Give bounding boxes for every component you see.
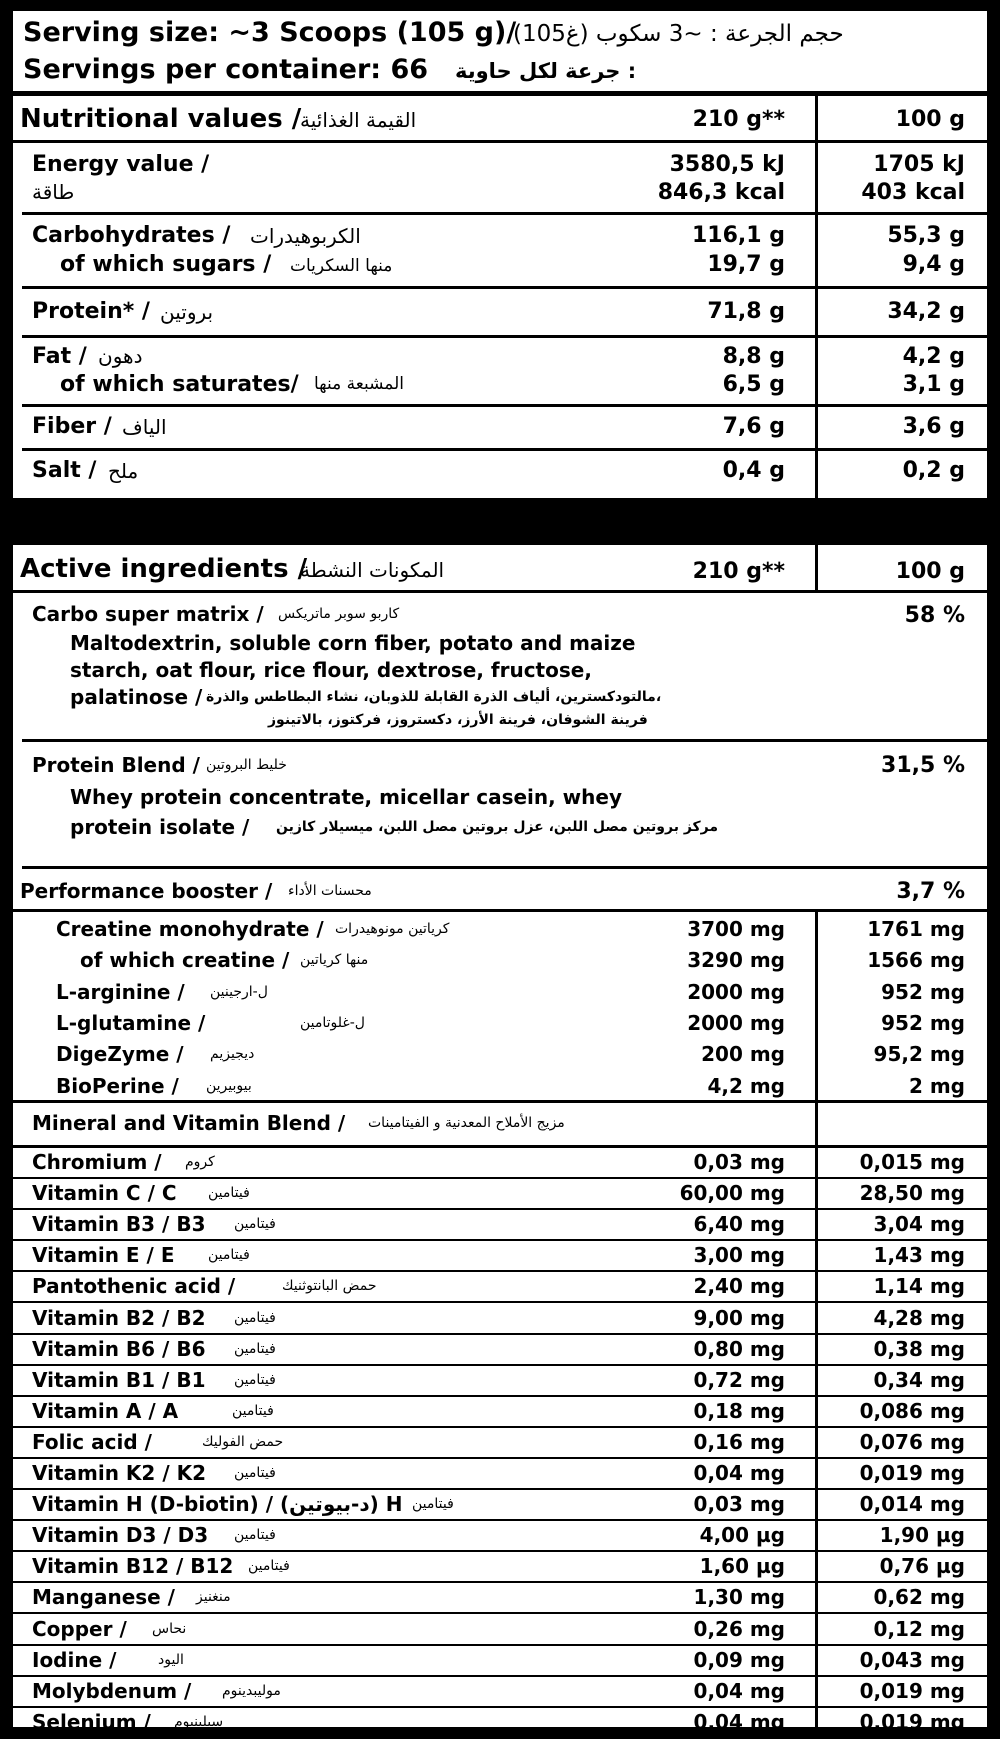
- ingredient-name-ar: فيتامين: [208, 1247, 250, 1264]
- energy-label-en: Energy value /: [32, 152, 210, 177]
- ingredient-name-en: L-glutamine /: [56, 1010, 206, 1035]
- ingredient-name-ar: منغنيز: [196, 1589, 231, 1606]
- sugars-label-ar: منها السكريات: [290, 256, 393, 276]
- ingredient-name-ar: فيتامين: [234, 1340, 276, 1357]
- mineral-header-en: Mineral and Vitamin Blend /: [32, 1111, 346, 1135]
- ingredient-name-ar: فيتامين: [234, 1527, 276, 1544]
- amount-100g: 1761 mg: [867, 917, 965, 941]
- amount-210g: 0,03 mg: [693, 1492, 785, 1517]
- ingredient-name-en: Manganese /: [32, 1585, 175, 1610]
- ingredient-name-en: Selenium /: [32, 1709, 151, 1734]
- amount-210g: 2000 mg: [687, 979, 785, 1004]
- ingredient-name-ar: سيلينيوم: [174, 1713, 224, 1730]
- serving-size-ar: (105غ) حجم الجرعة : ~3 سكوب: [513, 21, 844, 47]
- protein-blend-desc1: Whey protein concentrate, micellar casein, whey: [70, 785, 623, 809]
- ingredient-name-ar: ديجيزيم: [210, 1046, 255, 1063]
- ingredient-name-en: Iodine /: [32, 1647, 117, 1672]
- ingredient-name-en: Vitamin B6 / B6: [32, 1336, 206, 1361]
- fat-label-ar: دهون: [98, 344, 143, 368]
- carbo-matrix-desc3: palatinose /: [70, 685, 203, 709]
- protein-blend-desc-ar: مركز بروتين مصل اللبن، عزل بروتين مصل اللبن، ميسيلار كازين: [276, 819, 719, 835]
- amount-210g: 0,04 mg: [693, 1709, 785, 1734]
- amount-210g: 0,72 mg: [693, 1367, 785, 1392]
- protein-blend-label-en: Protein Blend /: [32, 753, 200, 777]
- amount-100g: 1,43 mg: [873, 1243, 965, 1268]
- amount-100g: 4,28 mg: [873, 1305, 965, 1330]
- row-divider: [10, 1457, 990, 1459]
- amount-100g: 95,2 mg: [873, 1042, 965, 1067]
- ingredient-name-ar: اليود: [158, 1651, 184, 1668]
- amount-210g: 1,30 mg: [693, 1585, 785, 1610]
- salt-100: 0,2 g: [902, 458, 965, 483]
- energy-kj-100: 1705 kJ: [873, 152, 965, 177]
- amount-210g: 3290 mg: [687, 948, 785, 973]
- serving-box: [10, 8, 990, 94]
- ingredient-name-en: Vitamin E / E: [32, 1243, 175, 1268]
- nutrition-header-col1: 210 g**: [692, 107, 785, 132]
- amount-100g: 0,043 mg: [859, 1647, 965, 1672]
- nutrition-header-ar: القيمة الغذائية: [300, 108, 417, 132]
- amount-210g: 3700 mg: [687, 917, 785, 941]
- row-divider: [10, 1550, 990, 1552]
- ingredient-name-ar: كرياتين مونوهيدرات: [335, 921, 450, 937]
- ingredient-name-ar: فيتامين: [234, 1216, 276, 1233]
- ingredient-name-en: BioPerine /: [56, 1073, 179, 1098]
- ingredient-name-ar: فيتامين: [232, 1402, 274, 1419]
- saturates-label-en: of which saturates/: [60, 372, 299, 397]
- nutrition-header-en: Nutritional values /: [20, 104, 302, 134]
- fiber-label-en: Fiber /: [32, 414, 112, 439]
- ingredient-name-ar: حمض البانتوثنيك: [282, 1278, 377, 1295]
- amount-210g: 0,03 mg: [693, 1150, 785, 1174]
- ingredient-name-ar: فيتامين: [248, 1558, 290, 1575]
- fat-210: 8,8 g: [722, 344, 785, 369]
- active-ingredients-table: [10, 545, 990, 1734]
- servings-per-container-en: Servings per container: 66: [23, 54, 429, 85]
- amount-100g: 1,14 mg: [873, 1274, 965, 1299]
- performance-label-en: Performance booster /: [20, 879, 273, 903]
- ingredient-name-ar: فيتامين: [234, 1371, 276, 1388]
- ingredient-name-ar: نحاس: [152, 1620, 187, 1637]
- active-header-col2: 100 g: [895, 559, 965, 584]
- protein-label-en: Protein* /: [32, 299, 150, 324]
- ingredient-name-en: Folic acid /: [32, 1429, 152, 1454]
- amount-100g: 0,086 mg: [859, 1398, 965, 1423]
- amount-210g: 60,00 mg: [679, 1181, 785, 1206]
- amount-100g: 0,38 mg: [873, 1336, 965, 1361]
- performance-label-ar: محسنات الأداء: [288, 883, 372, 899]
- carbo-matrix-desc1: Maltodextrin, soluble corn fiber, potato and maize: [70, 631, 636, 655]
- amount-210g: 2,40 mg: [693, 1274, 785, 1299]
- ingredient-name-ar: فيتامين: [234, 1465, 276, 1481]
- nutrition-table: [10, 96, 990, 498]
- amount-100g: 3,04 mg: [873, 1212, 965, 1237]
- saturates-label-ar: المشبعة منها: [314, 374, 404, 394]
- row-divider: [10, 1395, 990, 1397]
- ingredient-name-ar: ل-غلوتامين: [300, 1014, 365, 1031]
- amount-210g: 0,09 mg: [693, 1647, 785, 1672]
- amount-210g: 2000 mg: [687, 1010, 785, 1035]
- mineral-header-ar: مزيج الأملاح المعدنية و الفيتامينات: [368, 1115, 565, 1131]
- fiber-label-ar: الياف: [122, 415, 167, 439]
- row-divider: [10, 1706, 990, 1708]
- carbo-matrix-label-ar: كاربو سوبر ماتريكس: [278, 606, 400, 622]
- serving-size-en: Serving size: ~3 Scoops (105 g)/: [23, 17, 517, 48]
- energy-kcal-210: 846,3 kcal: [657, 180, 785, 205]
- sugars-100: 9,4 g: [902, 252, 965, 277]
- ingredient-name-en: Creatine monohydrate /: [56, 917, 324, 941]
- row-divider: [10, 1426, 990, 1428]
- row-divider: [10, 1333, 990, 1335]
- ingredient-name-ar: فيتامين: [234, 1309, 276, 1326]
- ingredient-name-ar: فيتامين: [208, 1185, 250, 1202]
- row-divider: [10, 1301, 990, 1303]
- ingredient-name-en: DigeZyme /: [56, 1042, 184, 1067]
- ingredient-name-en: Molybdenum /: [32, 1678, 192, 1703]
- ingredient-name-en: Vitamin B1 / B1: [32, 1367, 206, 1392]
- amount-100g: 2 mg: [908, 1073, 965, 1098]
- amount-100g: 0,019 mg: [859, 1709, 965, 1734]
- ingredient-name-ar: حمض الفوليك: [202, 1433, 284, 1450]
- amount-100g: 0,076 mg: [859, 1429, 965, 1454]
- protein-blend-pct: 31,5 %: [881, 753, 965, 778]
- amount-100g: 952 mg: [881, 979, 965, 1004]
- protein-100: 34,2 g: [887, 299, 965, 324]
- ingredient-name-en: Chromium /: [32, 1150, 162, 1174]
- ingredient-name-en: of which creatine /: [80, 948, 290, 973]
- carbs-100: 55,3 g: [887, 223, 965, 248]
- amount-100g: 952 mg: [881, 1010, 965, 1035]
- carbo-matrix-pct: 58 %: [904, 603, 965, 628]
- amount-100g: 0,019 mg: [859, 1678, 965, 1703]
- row-divider: [10, 1675, 990, 1677]
- ingredient-name-en: Copper /: [32, 1616, 127, 1641]
- sugars-label-en: of which sugars /: [60, 252, 272, 277]
- carbo-matrix-desc-ar2: فرينة الشوفان، فرينة الأرز، دكستروز، فركتوز، بالاتينوز: [268, 712, 648, 728]
- energy-kj-210: 3580,5 kJ: [669, 152, 785, 177]
- protein-210: 71,8 g: [707, 299, 785, 324]
- performance-pct: 3,7 %: [896, 879, 965, 904]
- fiber-210: 7,6 g: [722, 414, 785, 439]
- amount-210g: 3,00 mg: [693, 1243, 785, 1268]
- amount-100g: 0,76 µg: [879, 1554, 965, 1579]
- ingredient-name-en: Vitamin K2 / K2: [32, 1461, 206, 1485]
- ingredient-name-ar: فيتامين: [412, 1496, 454, 1513]
- ingredient-name-ar: كروم: [185, 1154, 215, 1170]
- saturates-210: 6,5 g: [722, 372, 785, 397]
- amount-100g: 28,50 mg: [859, 1181, 965, 1206]
- carbo-matrix-label-en: Carbo super matrix /: [32, 602, 264, 626]
- row-divider: [10, 1612, 990, 1614]
- ingredient-name-en: Vitamin B2 / B2: [32, 1305, 206, 1330]
- protein-label-ar: بروتين: [160, 300, 214, 324]
- ingredient-name-ar: موليبدينوم: [222, 1682, 281, 1699]
- row-divider: [10, 1519, 990, 1521]
- active-header-ar: المكونات النشطة: [300, 558, 445, 582]
- amount-210g: 0,26 mg: [693, 1616, 785, 1641]
- ingredient-name-ar: منها كرياتين: [300, 952, 369, 969]
- ingredient-name-en: Pantothenic acid /: [32, 1274, 236, 1299]
- fat-label-en: Fat /: [32, 344, 87, 369]
- amount-210g: 4,00 µg: [699, 1523, 785, 1548]
- amount-100g: 0,62 mg: [873, 1585, 965, 1610]
- row-divider: [10, 1239, 990, 1241]
- carbs-210: 116,1 g: [692, 223, 785, 248]
- carbo-matrix-desc2: starch, oat flour, rice flour, dextrose, fructose,: [70, 658, 592, 682]
- active-header-col1: 210 g**: [692, 559, 785, 584]
- salt-label-ar: ملح: [108, 459, 139, 483]
- ingredient-name-en: Vitamin B12 / B12: [32, 1554, 234, 1579]
- ingredient-name-ar: ل-ارجينين: [210, 983, 268, 1000]
- servings-per-container-ar: جرعة لكل حاوية :: [455, 59, 637, 83]
- amount-210g: 0,80 mg: [693, 1336, 785, 1361]
- salt-210: 0,4 g: [722, 458, 785, 483]
- carbs-label-ar: الكربوهيدرات: [250, 224, 361, 248]
- saturates-100: 3,1 g: [902, 372, 965, 397]
- nutrition-header-col2: 100 g: [895, 107, 965, 132]
- amount-210g: 200 mg: [701, 1042, 785, 1067]
- amount-210g: 9,00 mg: [693, 1305, 785, 1330]
- ingredient-name-en: Vitamin D3 / D3: [32, 1523, 209, 1548]
- row-divider: [10, 1364, 990, 1366]
- ingredient-name-en: Vitamin C / C: [32, 1181, 177, 1206]
- row-divider: [10, 1488, 990, 1490]
- protein-blend-desc2: protein isolate /: [70, 815, 250, 839]
- amount-100g: 0,014 mg: [859, 1492, 965, 1517]
- amount-100g: 1566 mg: [867, 948, 965, 973]
- fiber-100: 3,6 g: [902, 414, 965, 439]
- ingredient-name-en: L-arginine /: [56, 979, 185, 1004]
- amount-100g: 0,12 mg: [873, 1616, 965, 1641]
- amount-100g: 0,34 mg: [873, 1367, 965, 1392]
- amount-100g: 0,015 mg: [859, 1150, 965, 1174]
- ingredient-name-en: Vitamin H (D-biotin) / (د-بيوتين) H: [32, 1492, 403, 1517]
- ingredient-name-en: Vitamin B3 / B3: [32, 1212, 206, 1237]
- amount-210g: 0,04 mg: [693, 1678, 785, 1703]
- energy-label-ar: طاقة: [32, 180, 75, 204]
- sugars-210: 19,7 g: [707, 252, 785, 277]
- amount-210g: 6,40 mg: [693, 1212, 785, 1237]
- carbo-matrix-desc-ar1: مالتودكسترين، ألياف الذرة القابلة للذوبان، نشاء البطاطس والذرة،: [206, 689, 662, 705]
- row-divider: [10, 1208, 990, 1210]
- fat-100: 4,2 g: [902, 344, 965, 369]
- row-divider: [10, 1644, 990, 1646]
- ingredient-name-ar: بيوبيرين: [206, 1077, 252, 1094]
- row-divider: [10, 1270, 990, 1272]
- amount-210g: 0,04 mg: [693, 1461, 785, 1485]
- amount-210g: 0,16 mg: [693, 1429, 785, 1454]
- amount-210g: 1,60 µg: [699, 1554, 785, 1579]
- amount-100g: 1,90 µg: [879, 1523, 965, 1548]
- amount-210g: 0,18 mg: [693, 1398, 785, 1423]
- amount-100g: 0,019 mg: [859, 1461, 965, 1485]
- carbs-label-en: Carbohydrates /: [32, 223, 231, 248]
- protein-blend-label-ar: خليط البروتين: [206, 757, 287, 773]
- row-divider: [10, 1737, 990, 1739]
- salt-label-en: Salt /: [32, 458, 97, 483]
- amount-210g: 4,2 mg: [707, 1073, 785, 1098]
- ingredient-name-en: Vitamin A / A: [32, 1398, 179, 1423]
- energy-kcal-100: 403 kcal: [861, 180, 965, 205]
- row-divider: [10, 1581, 990, 1583]
- row-divider: [10, 1177, 990, 1179]
- active-header-en: Active ingredients /: [20, 554, 308, 584]
